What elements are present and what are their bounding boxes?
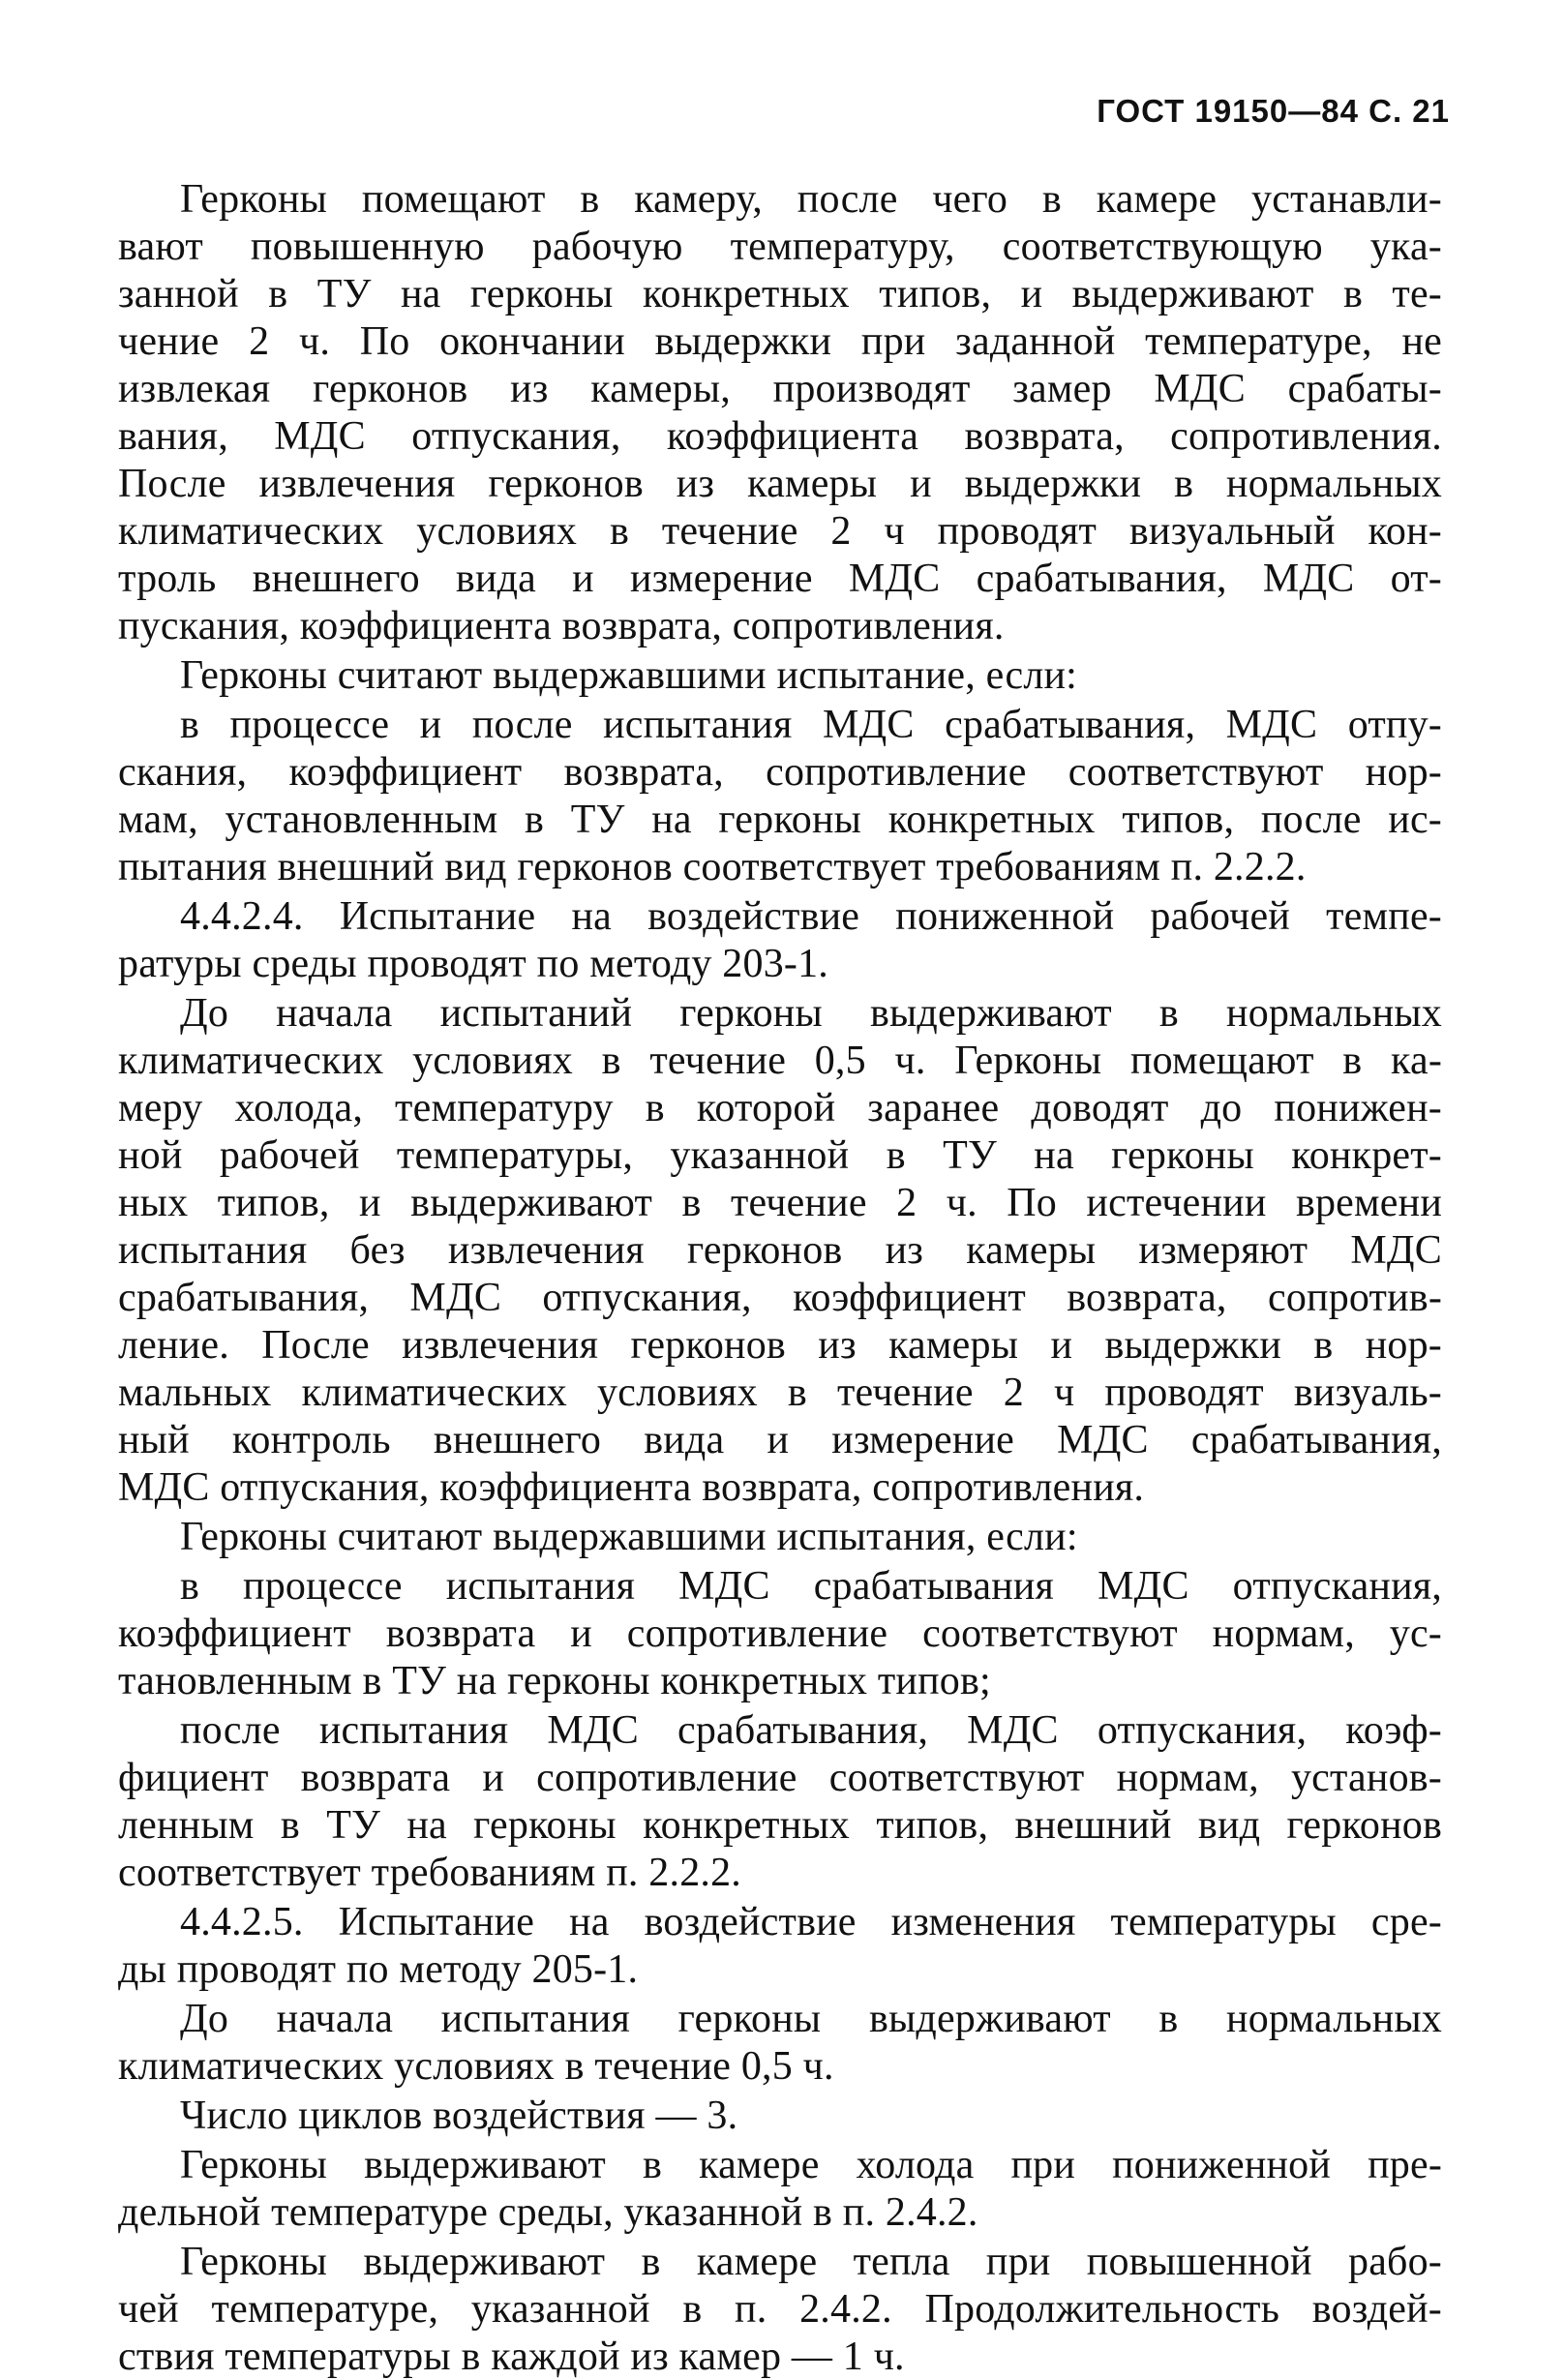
text-line: 4.4.2.4. Испытание на воздействие пониженной рабочей темпе- — [180, 894, 1442, 939]
text-line: мам, установленным в ТУ на герконы конкретных типов, после ис- — [118, 798, 1442, 842]
text-line: МДС отпускания, коэффициента возврата, сопротивления. — [118, 1465, 1145, 1510]
text-line: ратуры среды проводят по методу 203-1. — [118, 942, 828, 986]
text-line: скания, коэффициент возврата, сопротивление соответствуют нор- — [118, 750, 1442, 795]
text-line: Герконы считают выдержавшими испытания, если: — [180, 1515, 1078, 1559]
text-line: чение 2 ч. По окончании выдержки при заданной температуре, не — [118, 319, 1442, 364]
text-line: занной в ТУ на герконы конкретных типов, и выдерживают в те- — [118, 272, 1442, 316]
text-line: срабатывания, МДС отпускания, коэффициент возврата, сопротив- — [118, 1276, 1442, 1320]
text-line: коэффициент возврата и сопротивление соответствуют нормам, ус- — [118, 1612, 1442, 1656]
text-line: пытания внешний вид герконов соответствует требованиям п. 2.2.2. — [118, 845, 1307, 889]
text-line: После извлечения герконов из камеры и выдержки в нормальных — [118, 462, 1442, 506]
text-line: мальных климатических условиях в течение 2 ч проводят визуаль- — [118, 1371, 1442, 1415]
text-line: ный контроль внешнего вида и измерение МДС срабатывания, — [118, 1418, 1442, 1462]
text-line: ной рабочей температуры, указанной в ТУ на герконы конкрет- — [118, 1133, 1442, 1178]
text-line: вают повышенную рабочую температуру, соответствующую ука- — [118, 225, 1442, 269]
text-line: испытания без извлечения герконов из камеры измеряют МДС — [118, 1228, 1442, 1273]
text-line: после испытания МДС срабатывания, МДС отпускания, коэф- — [180, 1708, 1442, 1753]
text-line: троль внешнего вида и измерение МДС срабатывания, МДС от- — [118, 557, 1442, 601]
text-line: Герконы выдерживают в камере холода при пониженной пре- — [180, 2143, 1442, 2187]
text-line: Герконы выдерживают в камере тепла при повышенной рабо- — [180, 2240, 1442, 2284]
text-line: ных типов, и выдерживают в течение 2 ч. По истечении времени — [118, 1181, 1442, 1225]
text-line: меру холода, температуру в которой заранее доводят до понижен- — [118, 1086, 1442, 1130]
text-line: в процессе и после испытания МДС срабатывания, МДС отпу- — [180, 703, 1442, 747]
running-header: ГОСТ 19150—84 С. 21 — [1097, 93, 1450, 129]
text-line: До начала испытания герконы выдерживают в нормальных — [180, 1997, 1442, 2041]
text-line: ление. После извлечения герконов из камеры и выдержки в нор- — [118, 1323, 1442, 1368]
text-line: дельной температуре среды, указанной в п. 2.4.2. — [118, 2190, 978, 2235]
text-line: ленным в ТУ на герконы конкретных типов, внешний вид герконов — [118, 1803, 1442, 1848]
text-line: вания, МДС отпускания, коэффициента возврата, сопротивления. — [118, 414, 1442, 459]
text-line: фициент возврата и сопротивление соответствуют нормам, установ- — [118, 1756, 1442, 1800]
text-line: климатических условиях в течение 0,5 ч. — [118, 2044, 834, 2089]
text-line: Число циклов воздействия — 3. — [180, 2094, 738, 2138]
text-line: соответствует требованиям п. 2.2.2. — [118, 1851, 741, 1895]
text-line: 4.4.2.5. Испытание на воздействие изменения температуры сре- — [180, 1900, 1442, 1944]
text-line: извлекая герконов из камеры, производят замер МДС срабаты- — [118, 367, 1442, 411]
text-line: Герконы считают выдержавшими испытание, если: — [180, 653, 1078, 698]
text-line: ствия температуры в каждой из камер — 1 ч. — [118, 2335, 905, 2379]
text-line: ды проводят по методу 205-1. — [118, 1947, 639, 1992]
text-line: пускания, коэффициента возврата, сопротивления. — [118, 604, 1005, 648]
text-line: тановленным в ТУ на герконы конкретных типов; — [118, 1659, 991, 1703]
text-line: Герконы помещают в камеру, после чего в камере устанавли- — [180, 177, 1442, 222]
text-line: чей температуре, указанной в п. 2.4.2. Продолжительность воздей- — [118, 2287, 1442, 2332]
text-line: в процессе испытания МДС срабатывания МДС отпускания, — [180, 1564, 1442, 1609]
text-line: До начала испытаний герконы выдерживают в нормальных — [180, 991, 1442, 1036]
text-line: климатических условиях в течение 2 ч проводят визуальный кон- — [118, 509, 1442, 554]
text-line: климатических условиях в течение 0,5 ч. Герконы помещают в ка- — [118, 1039, 1442, 1083]
